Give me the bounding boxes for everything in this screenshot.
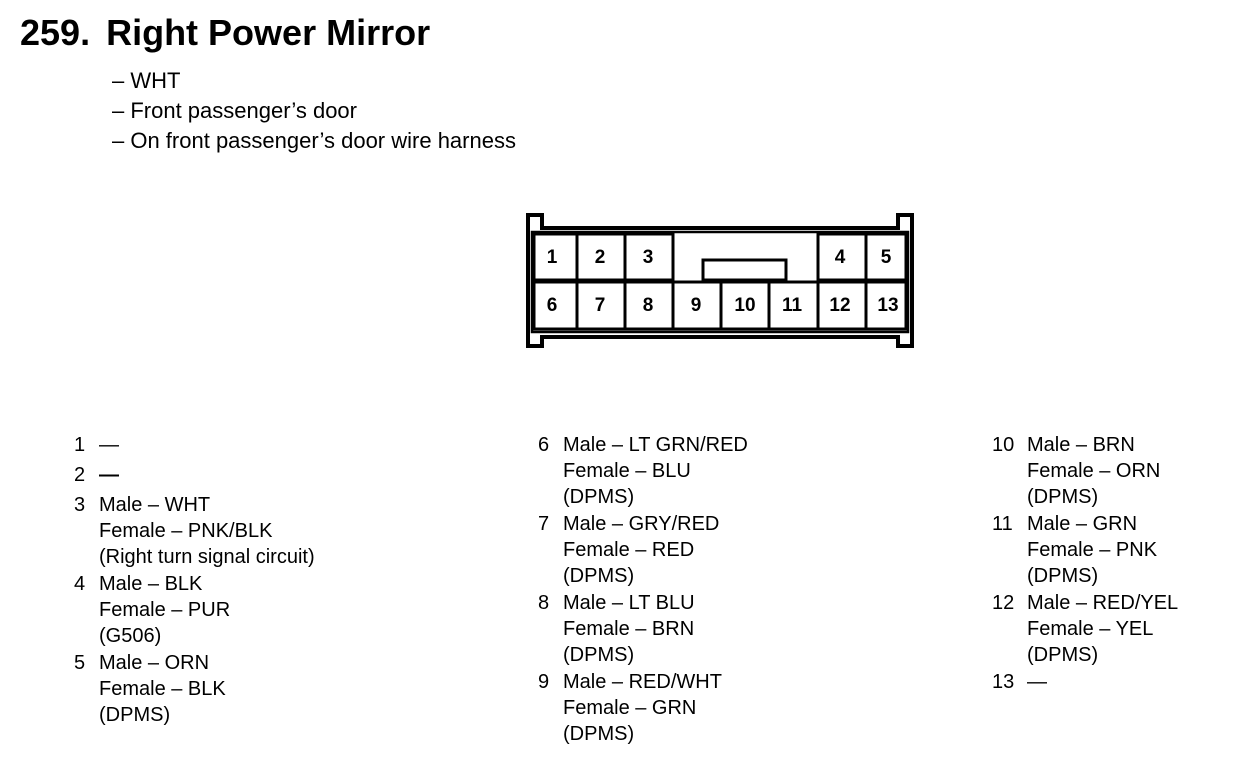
pin-number: 13 [992,671,1015,693]
section-number: 259. [20,12,91,53]
pin-number: 6 [538,434,550,456]
pin-list-column-1 [74,432,315,729]
pin-label-2: 2 [594,247,606,268]
pin-entry-8 [538,590,748,668]
pin-label-7: 7 [594,295,606,316]
pin-label-5: 5 [880,247,892,268]
pin-label-10: 10 [734,295,756,316]
connector-diagram [520,210,920,355]
pin-male-wire: Male – LT GRN/RED [563,434,748,456]
pin-number: 12 [992,592,1015,614]
pin-number: 7 [538,513,550,535]
pin-desc: — [99,434,119,456]
pin-female-wire: Female – YEL [1027,618,1154,640]
pin-entry-12 [992,590,1178,668]
top-row-cavities [534,234,906,280]
pin-circuit-note: (DPMS) [563,486,635,508]
pin-female-wire: Female – RED [563,539,695,561]
pin-male-wire: Male – BRN [1027,434,1135,456]
pin-circuit-note: (DPMS) [563,565,635,587]
pin-number: 9 [538,671,550,693]
pin-female-wire: Female – BLU [563,460,691,482]
pin-list-column-3 [992,432,1178,696]
pin-circuit-note: (DPMS) [1027,565,1099,587]
pin-entry-11 [992,511,1178,589]
pin-entry-13 [992,669,1178,695]
pin-label-4: 4 [834,247,846,268]
pin-label-1: 1 [546,247,558,268]
pin-male-wire: Male – WHT [99,494,211,516]
pin-circuit-note: (Right turn signal circuit) [99,546,315,568]
pin-number: 3 [74,494,86,516]
pin-male-wire: Male – GRY/RED [563,513,720,535]
pin-male-wire: Male – BLK [99,573,203,595]
pin-label-11: 11 [781,295,803,316]
pin-number: 1 [74,434,86,456]
pin-number: 10 [992,434,1015,456]
pin-entry-10 [992,432,1178,510]
pin-number: 2 [74,464,86,486]
pin-circuit-note: (G506) [99,625,162,647]
pin-number: 4 [74,573,86,595]
pin-female-wire: Female – ORN [1027,460,1161,482]
connector-harness: – On front passenger’s door wire harness [112,128,516,153]
pin-male-wire: Male – LT BLU [563,592,695,614]
pin-entry-4 [74,571,315,649]
pin-circuit-note: (DPMS) [563,723,635,745]
pin-circuit-note: (DPMS) [563,644,635,666]
pin-label-6: 6 [546,295,558,316]
pin-entry-3 [74,492,315,570]
pin-female-wire: Female – BRN [563,618,695,640]
pin-label-9: 9 [690,295,702,316]
pin-label-12: 12 [829,295,851,316]
pin-female-wire: Female – PUR [99,599,231,621]
pin-entry-7 [538,511,748,589]
pin-number: 5 [74,652,86,674]
pin-label-13: 13 [877,295,899,316]
locking-tab [703,260,786,280]
pin-desc: — [1027,671,1047,693]
pin-number: 8 [538,592,550,614]
pin-entry-1 [74,432,315,458]
connector-info [112,66,516,156]
pin-entry-6 [538,432,748,510]
pin-female-wire: Female – GRN [563,697,697,719]
pin-label-3: 3 [642,247,654,268]
pin-entry-5 [74,650,315,728]
pin-label-8: 8 [642,295,654,316]
pin-number: 11 [992,513,1013,535]
pin-circuit-note: (DPMS) [1027,486,1099,508]
page-title [20,12,430,54]
pin-entry-9 [538,669,748,747]
pin-male-wire: Male – RED/YEL [1027,592,1179,614]
pin-entry-2 [74,462,315,488]
connector-color: – WHT [112,68,181,93]
pin-female-wire: Female – PNK [1027,539,1158,561]
pin-female-wire: Female – PNK/BLK [99,520,273,542]
section-name: Right Power Mirror [106,12,431,53]
connector-location: – Front passenger’s door [112,98,357,123]
pin-circuit-note: (DPMS) [1027,644,1099,666]
pin-circuit-note: (DPMS) [99,704,171,726]
pin-list-column-2 [538,432,748,748]
pin-male-wire: Male – RED/WHT [563,671,722,693]
pin-female-wire: Female – BLK [99,678,226,700]
pin-male-wire: Male – ORN [99,652,210,674]
pin-desc: — [99,464,119,486]
pin-male-wire: Male – GRN [1027,513,1138,535]
